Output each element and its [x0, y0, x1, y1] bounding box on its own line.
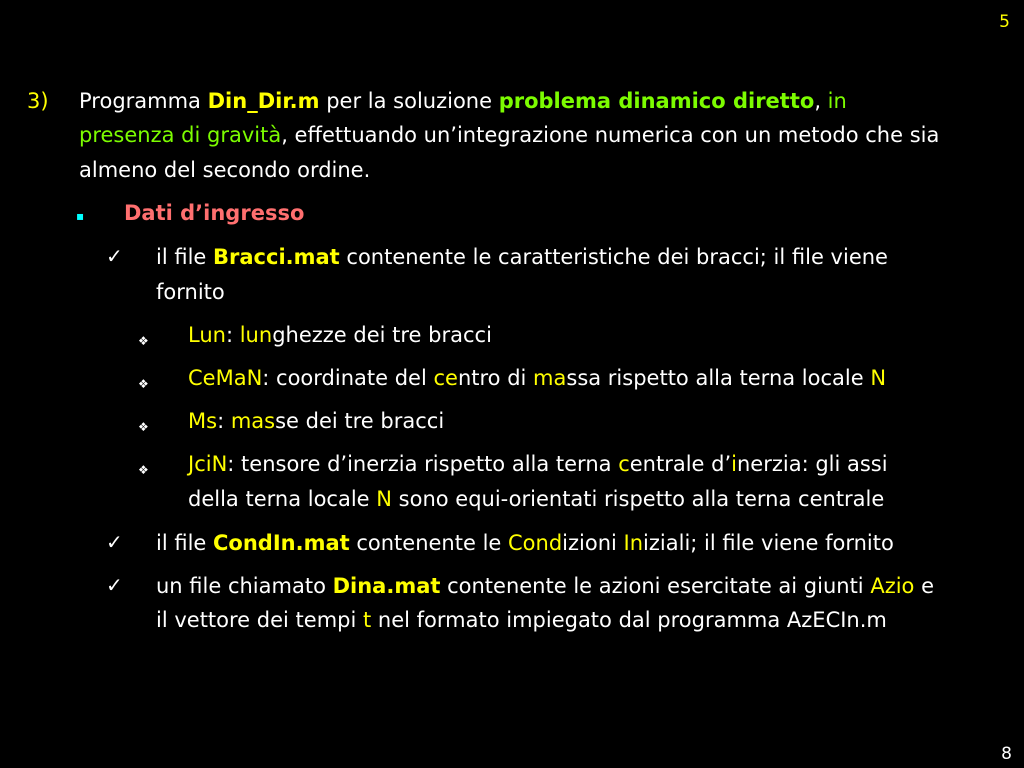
highlight: N: [376, 487, 392, 511]
gravity-term: presenza di gravità: [79, 123, 282, 147]
text: il vettore dei tempi: [156, 608, 363, 632]
text: izioni: [562, 531, 624, 555]
highlight: t: [363, 608, 372, 632]
filename-dina: Dina.mat: [332, 574, 441, 598]
checkmark-icon: ✓: [106, 530, 123, 554]
text: :: [217, 409, 231, 433]
checkmark-icon: ✓: [106, 244, 123, 268]
text: , effettuando un’integrazione numerica con un metodo che sia: [281, 123, 940, 147]
highlight: ce: [433, 366, 458, 390]
page-number-top: 5: [999, 12, 1010, 32]
text: un file chiamato: [156, 574, 333, 598]
highlight: i: [731, 452, 737, 476]
text: contenente le azioni esercitate ai giunti: [440, 574, 871, 598]
sub2-line: [188, 365, 886, 391]
var-name: Ms: [188, 409, 218, 433]
item3-line2: [79, 122, 939, 148]
page-number-bottom: 8: [1001, 744, 1012, 764]
highlight: lun: [239, 323, 273, 347]
check2-line: [156, 530, 894, 556]
sub1-line: [188, 322, 492, 348]
highlight: c: [618, 452, 630, 476]
text: ,: [814, 89, 828, 113]
text: sono equi-orientati rispetto alla terna centrale: [391, 487, 885, 511]
check1-line1: [156, 244, 888, 270]
highlight: In: [623, 531, 644, 555]
text: per la soluzione: [319, 89, 499, 113]
filename-condin: CondIn.mat: [213, 531, 350, 555]
text: e: [914, 574, 935, 598]
filename-din-dir: Din_Dir.m: [207, 89, 320, 113]
text: nel formato impiegato dal programma AzECIn.m: [371, 608, 887, 632]
text: della terna locale: [188, 487, 377, 511]
diamond-bullet-icon: ❖: [138, 420, 149, 434]
text: nerzia: gli assi: [736, 452, 888, 476]
section-heading: Dati d’ingresso: [124, 201, 305, 225]
var-name: CeMaN: [188, 366, 263, 390]
highlight: ma: [533, 366, 567, 390]
text: ntro di: [457, 366, 534, 390]
check3-line2: [156, 607, 887, 633]
diamond-bullet-icon: ❖: [138, 463, 149, 477]
text: contenente le: [349, 531, 509, 555]
diamond-bullet-icon: ❖: [138, 377, 149, 391]
text: :: [225, 323, 240, 347]
checkmark-icon: ✓: [106, 573, 123, 597]
var-name: JciN: [188, 452, 228, 476]
text: entrale d’: [629, 452, 732, 476]
sub3-line: [188, 408, 444, 434]
highlight: N: [870, 366, 887, 390]
text: il file: [156, 531, 214, 555]
check3-line1: [156, 573, 934, 599]
var-name: Lun: [188, 323, 226, 347]
text: ghezze dei tre bracci: [272, 323, 492, 347]
filename-bracci: Bracci.mat: [213, 245, 340, 269]
sub4-line2: [188, 486, 884, 512]
item-number: 3): [27, 89, 49, 113]
item3-line1: [79, 88, 847, 114]
square-bullet-icon: ▪: [76, 209, 85, 223]
text: : coordinate del: [262, 366, 434, 390]
gravity-term: in: [827, 89, 847, 113]
check1-line2: fornito: [156, 280, 225, 304]
text: ssa rispetto alla terna locale: [566, 366, 871, 390]
text: contenente le caratteristiche dei bracci; il file viene: [339, 245, 888, 269]
text: se dei tre bracci: [275, 409, 445, 433]
diamond-bullet-icon: ❖: [138, 334, 149, 348]
highlight: mas: [230, 409, 276, 433]
item3-line3: almeno del secondo ordine.: [79, 158, 371, 182]
highlight: Cond: [508, 531, 563, 555]
text: : tensore d’inerzia rispetto alla terna: [227, 452, 619, 476]
text: iziali; il file viene fornito: [643, 531, 894, 555]
text: Programma: [79, 89, 208, 113]
sub4-line1: [188, 451, 888, 477]
highlight: Azio: [870, 574, 915, 598]
problem-term: problema dinamico diretto: [498, 89, 815, 113]
text: il file: [156, 245, 214, 269]
